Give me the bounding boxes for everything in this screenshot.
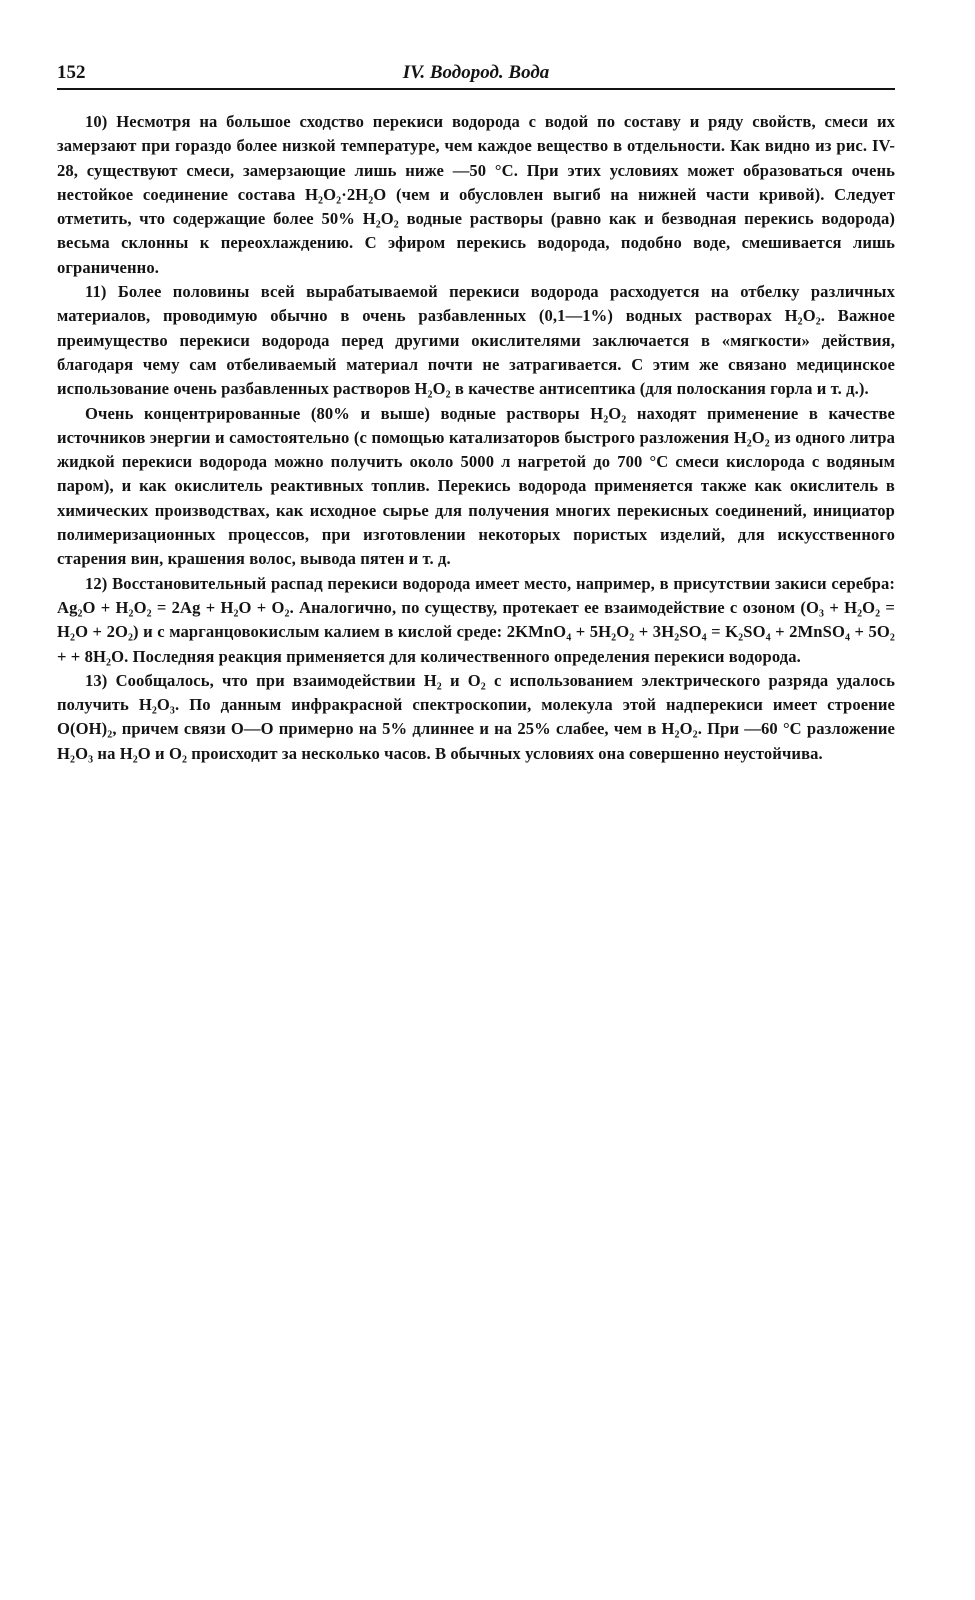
paragraph-note-12: 12) Восстановительный распад перекиси водорода имеет место, например, в присутствии закиси серебра: Ag₂O + H₂O₂ = 2Ag + H₂O + O₂. Аналогично, по существу, протекает ее взаимодействие с озоном (O₃ + H₂O₂ = H₂O + 2O₂) и с марганцовокислым калием в кислой среде: 2KMnO₄ + 5H₂O₂ + 3H₂SO₄ = K₂SO₄ + 2MnSO₄ + 5O₂ + + 8H₂O. Последняя реакция применяется для количественного определения перекиси водорода. [57, 573, 895, 666]
chapter-title: IV. Водород. Вода [402, 62, 550, 83]
paragraph-note-10: 10) Несмотря на большое сходство перекиси водорода с водой по составу и ряду свойств, смеси их замерзают при гораздо более низкой температуре, чем каждое вещество в отдельности. Как видно из рис. IV-28, существуют смеси, замерзающие лишь ниже —50 °С. При этих условиях может образоваться очень нестойкое соединение состава H₂O₂·2H₂O (чем и обусловлен выгиб на нижней части кривой). Следует отметить, что содержащие более 50% H₂O₂ водные растворы (равно как и безводная перекись водорода) весьма склонны к переохлаждению. С эфиром перекись водорода, подобно воде, смешивается лишь ограниченно. [57, 112, 895, 277]
page-number: 152 [57, 62, 86, 83]
body-text [57, 110, 895, 766]
paragraph-note-11: 11) Более половины всей вырабатываемой перекиси водорода расходуется на отбелку различных материалов, проводимую обычно в очень разбавленных (0,1—1%) водных растворах H₂O₂. Важное преимущество перекиси водорода перед другими окислителями заключается в «мягкости» действия, благодаря чему сам отбеливаемый материал почти не затрагивается. С этим же связано медицинское использование очень разбавленных растворов H₂O₂ в качестве антисептика (для полоскания горла и т. д.). [57, 282, 895, 399]
paragraph-note-11-continued: Очень концентрированные (80% и выше) водные растворы H₂O₂ находят применение в качестве источников энергии и самостоятельно (с помощью катализаторов быстрого разложения H₂O₂ из одного литра жидкой перекиси водорода можно получить около 5000 л нагретой до 700 °С смеси кислорода с водяным паром), и как окислитель реактивных топлив. Перекись водорода применяется также как окислитель в химических производствах, как исходное сырье для получения многих перекисных соединений, инициатор полимеризационных процессов, при изготовлении некоторых пористых изделий, для искусственного старения вин, крашения волос, вывода пятен и т. д. [57, 403, 895, 569]
paragraph-note-13: 13) Сообщалось, что при взаимодействии H₂ и O₂ с использованием электрического разряда удалось получить H₂O₃. По данным инфракрасной спектроскопии, молекула этой надперекиси имеет строение O(OH)₂, причем связи O—O примерно на 5% длиннее и на 25% слабее, чем в H₂O₂. При —60 °С разложение H₂O₃ на H₂O и O₂ происходит за несколько часов. В обычных условиях она совершенно неустойчива. [57, 670, 895, 763]
running-head [57, 58, 895, 90]
book-page [57, 58, 895, 766]
